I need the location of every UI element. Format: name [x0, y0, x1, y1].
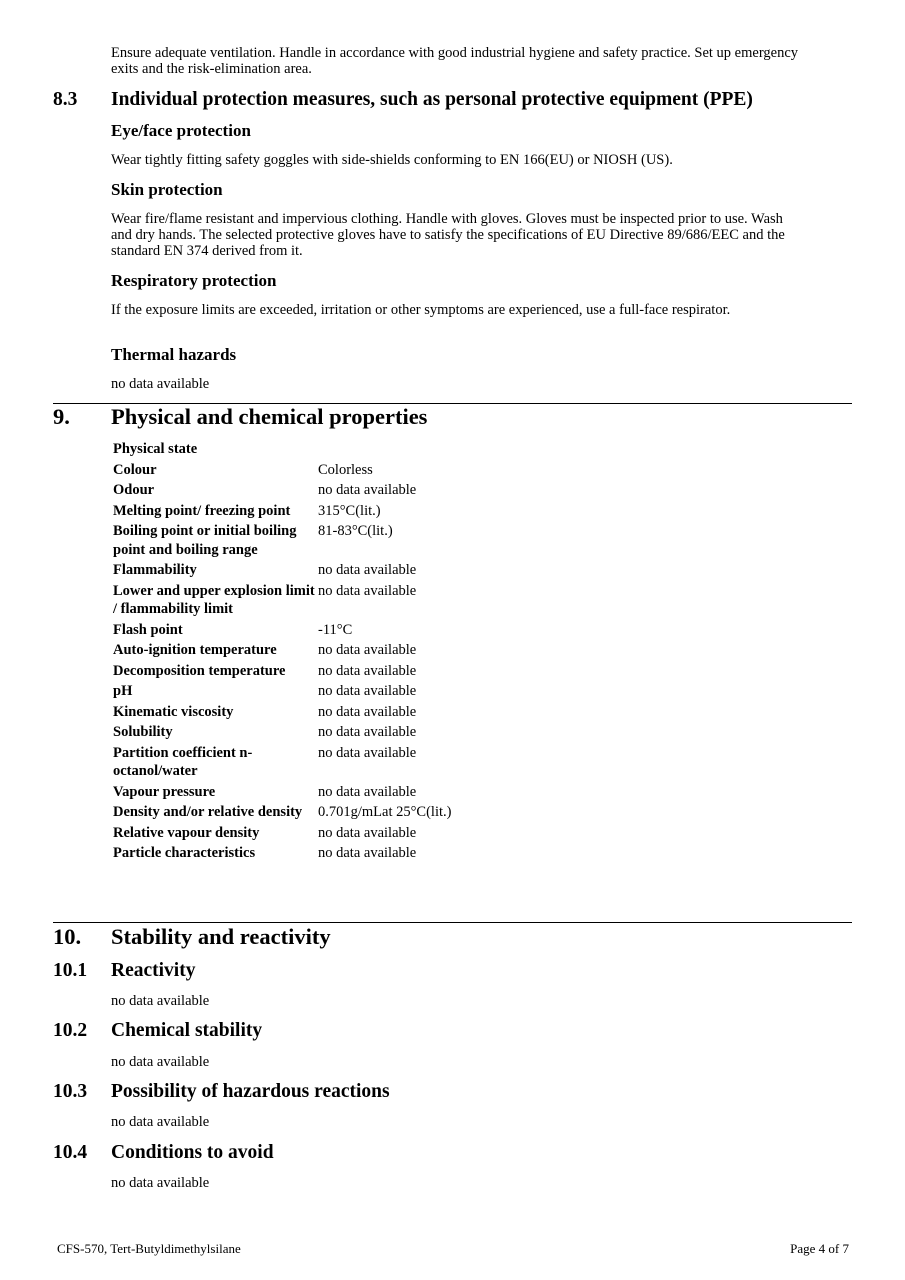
section-10-title: Stability and reactivity [111, 924, 331, 949]
property-name: Physical state [113, 441, 198, 457]
footer-product: CFS-570, Tert-Butyldimethylsilane [57, 1241, 241, 1256]
property-value [316, 440, 451, 461]
section-10-4-text: no data available [111, 1175, 210, 1191]
property-value: no data available [318, 582, 417, 599]
skin-protection-text: Wear fire/flame resistant and impervious clothing. Handle with gloves. Gloves must be inspected prior to use. Wash and dry hands. The selected protective gloves have to satisfy the specifications of EU Directive 89/686/EEC and the standard EN 374 derived from it. [111, 211, 785, 259]
section-10-3-number: 10.3 [53, 1081, 88, 1102]
property-value: no data available [318, 845, 417, 861]
property-row [111, 481, 451, 502]
section-10-1-text: no data available [111, 993, 210, 1009]
property-value: no data available [318, 482, 417, 498]
property-row [111, 824, 451, 845]
section-8-3-number: 8.3 [53, 89, 78, 110]
property-name: Flammability [113, 562, 197, 578]
property-name: Flash point [113, 621, 183, 638]
property-row [111, 502, 451, 523]
property-name: Odour [113, 482, 155, 498]
property-name: Kinematic viscosity [113, 703, 234, 720]
property-row [111, 621, 451, 642]
property-name: Auto-ignition temperature [113, 642, 277, 658]
property-row [111, 662, 451, 683]
property-name: Melting point/ freezing point [113, 502, 291, 519]
property-row [111, 682, 451, 703]
property-row [111, 703, 451, 724]
respiratory-protection-text: If the exposure limits are exceeded, irritation or other symptoms are experienced, use a full-face respirator. [111, 302, 731, 318]
section-10-4-title: Conditions to avoid [111, 1142, 274, 1163]
property-value: no data available [318, 562, 417, 578]
property-value: -11°C [318, 621, 353, 638]
property-name: Partition coefficient n-octanol/water [113, 744, 253, 779]
property-row [111, 522, 451, 561]
property-row [111, 461, 451, 482]
thermal-hazards-heading: Thermal hazards [111, 345, 237, 364]
respiratory-protection-heading: Respiratory protection [111, 271, 277, 290]
property-name: Decomposition temperature [113, 662, 286, 679]
thermal-hazards-text: no data available [111, 376, 210, 392]
property-row [111, 723, 451, 744]
property-row [111, 783, 451, 804]
property-name: Colour [113, 461, 157, 478]
property-value: 315°C(lit.) [318, 502, 381, 519]
property-value: no data available [318, 744, 417, 761]
skin-protection-heading: Skin protection [111, 180, 223, 199]
section-10-2-number: 10.2 [53, 1020, 88, 1041]
section-10-2-text: no data available [111, 1054, 210, 1070]
property-value: no data available [318, 783, 417, 800]
property-row [111, 803, 451, 824]
property-value: no data available [318, 724, 417, 740]
property-name: Lower and upper explosion limit / flammability limit [113, 582, 315, 617]
section-10-2-title: Chemical stability [111, 1020, 263, 1041]
section-10-1-title: Reactivity [111, 960, 196, 981]
property-value: Colorless [318, 461, 373, 478]
eye-protection-text: Wear tightly fitting safety goggles with side-shields conforming to EN 166(EU) or NIOSH (US). [111, 152, 673, 168]
property-name: Relative vapour density [113, 824, 260, 841]
section-10-1-number: 10.1 [53, 960, 88, 981]
section-10-number: 10. [53, 924, 82, 949]
property-row [111, 641, 451, 662]
footer-page-number: Page 4 of 7 [790, 1241, 849, 1256]
property-value: no data available [318, 683, 417, 699]
property-name: Boiling point or initial boiling point and boiling range [113, 523, 297, 558]
section-10-3-title: Possibility of hazardous reactions [111, 1081, 390, 1102]
property-value: no data available [318, 662, 417, 679]
section-9-number: 9. [53, 404, 70, 429]
section-9-title: Physical and chemical properties [111, 404, 428, 429]
property-value: 81-83°C(lit.) [318, 523, 393, 539]
handling-paragraph: Ensure adequate ventilation. Handle in accordance with good industrial hygiene and safety practice. Set up emergency exits and the risk-elimination area. [111, 45, 799, 77]
property-value: 0.701g/mLat 25°C(lit.) [318, 804, 452, 820]
property-name: pH [113, 683, 133, 699]
property-row [111, 844, 451, 865]
section-8-3-title: Individual protection measures, such as personal protective equipment (PPE) [111, 89, 753, 110]
eye-protection-heading: Eye/face protection [111, 121, 251, 140]
property-value: no data available [318, 703, 417, 720]
property-name: Vapour pressure [113, 783, 216, 800]
property-row [111, 440, 451, 461]
property-name: Particle characteristics [113, 845, 256, 861]
section-10-3-text: no data available [111, 1114, 210, 1130]
property-value: no data available [318, 642, 417, 658]
property-row [111, 561, 451, 582]
section-divider [53, 922, 852, 923]
property-name: Density and/or relative density [113, 804, 303, 820]
property-row [111, 582, 451, 621]
property-row [111, 744, 451, 783]
property-name: Solubility [113, 724, 173, 740]
property-value: no data available [318, 824, 417, 841]
section-10-4-number: 10.4 [53, 1142, 88, 1163]
properties-table [111, 440, 451, 865]
